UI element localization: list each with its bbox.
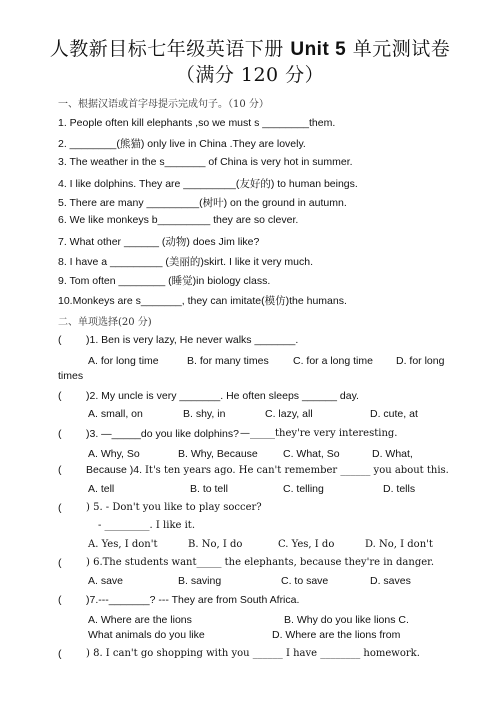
q3-option-c: C. What, So: [283, 448, 340, 460]
q3-stem: )3. —_____do you like dolphins?: [86, 428, 239, 440]
q2-answer-paren: (: [58, 390, 62, 402]
page-subtitle: （满分 120 分）: [175, 64, 325, 86]
q6-option-a: A. save: [88, 575, 124, 587]
q2-option-b: B. shy, in: [183, 408, 226, 420]
q7-option-d: D. Where are the lions from: [272, 629, 401, 641]
q3-option-a: A. Why, So: [88, 448, 140, 460]
q4-option-d: D. tells: [383, 483, 416, 495]
q5-stem: ) 5. - Don't you like to play soccer?: [86, 502, 262, 513]
q7-option-b: B. Why do you like lions C.: [284, 614, 409, 626]
q2-option-d: D. cute, at: [370, 408, 418, 420]
q2-option-c: C. lazy, all: [265, 408, 313, 420]
q3-option-d: D. What,: [372, 448, 413, 460]
q5-option-b: B. No, I do: [188, 539, 243, 550]
q3-option-b: B. Why, Because: [178, 448, 258, 460]
fill-item-10: 10.Monkeys are s_______, they can imitate(模仿)the humans.: [58, 295, 347, 307]
fill-item-3: 3. The weather in the s_______ of China is very hot in summer.: [58, 156, 353, 168]
q1-option-d-wrap: times: [58, 370, 84, 382]
q4-option-b: B. to tell: [190, 483, 228, 495]
q5-answer-paren: (: [58, 502, 62, 514]
fill-item-1: 1. People often kill elephants ,so we must s ________them.: [58, 117, 336, 129]
q4-stem: It's ten years ago. He can't remember ______ you about this.: [144, 465, 449, 476]
q1-option-a: A. for long time: [88, 355, 159, 367]
q4-lead: Because )4.: [86, 464, 143, 476]
fill-item-2: 2. ________(熊猫) only live in China .They are lovely.: [58, 138, 306, 150]
q5-option-d: D. No, I don't: [365, 539, 433, 550]
q7-option-a: A. Where are the lions: [88, 614, 192, 626]
q6-option-c: C. to save: [281, 575, 329, 587]
q2-option-a: A. small, on: [88, 408, 143, 420]
q8-stem: ) 8. I can't go shopping with you ______ I have ________ homework.: [86, 648, 420, 659]
q3-answer-paren: (: [58, 428, 62, 440]
q3-stem-reply: —_____they're very interesting.: [240, 428, 398, 439]
q1-option-c: C. for a long time: [293, 355, 373, 367]
q4-stem-line: [86, 464, 449, 476]
q6-answer-paren: (: [58, 557, 62, 569]
q7-option-c: What animals do you like: [88, 629, 205, 641]
q5-option-c: C. Yes, I do: [278, 539, 335, 550]
q1-option-b: B. for many times: [187, 355, 269, 367]
fill-item-7: 7. What other ______ (动物) does Jim like?: [58, 236, 260, 248]
fill-item-6: 6. We like monkeys b_________ they are so clever.: [58, 214, 299, 226]
fill-item-5: 5. There are many _________(树叶) on the ground in autumn.: [58, 197, 347, 209]
q2-stem: )2. My uncle is very _______. He often sleeps ______ day.: [86, 390, 359, 402]
q5-option-a: A. Yes, I don't: [88, 539, 158, 550]
fill-item-9: 9. Tom often ________ (睡觉)in biology class.: [58, 275, 271, 287]
section2-heading: 二、单项选择(20 分): [58, 317, 152, 328]
q4-option-c: C. telling: [283, 483, 324, 495]
q4-answer-paren: (: [58, 464, 62, 476]
q7-answer-paren: (: [58, 594, 62, 606]
q6-option-b: B. saving: [178, 575, 222, 587]
q1-answer-paren: (: [58, 334, 62, 346]
q8-answer-paren: (: [58, 648, 62, 660]
q6-option-d: D. saves: [370, 575, 411, 587]
q1-option-d: D. for long: [396, 355, 445, 367]
section1-heading: 一、根据汉语或首字母提示完成句子。（10 分）: [58, 99, 269, 110]
q5-stem-reply: - _________. I like it.: [98, 520, 195, 531]
q4-option-a: A. tell: [88, 483, 115, 495]
fill-item-8: 8. I have a _________ (美丽的)skirt. I like it very much.: [58, 256, 314, 268]
fill-item-4: 4. I like dolphins. They are _________(友好的) to human beings.: [58, 178, 358, 190]
q6-stem: ) 6.The students want_____ the elephants, because they're in danger.: [86, 557, 435, 568]
page-title: 人教新目标七年级英语下册 Unit 5 单元测试卷: [49, 38, 451, 60]
q1-stem: )1. Ben is very lazy, He never walks _______.: [86, 334, 299, 346]
q7-stem: )7.---_______? --- They are from South Africa.: [86, 594, 300, 606]
